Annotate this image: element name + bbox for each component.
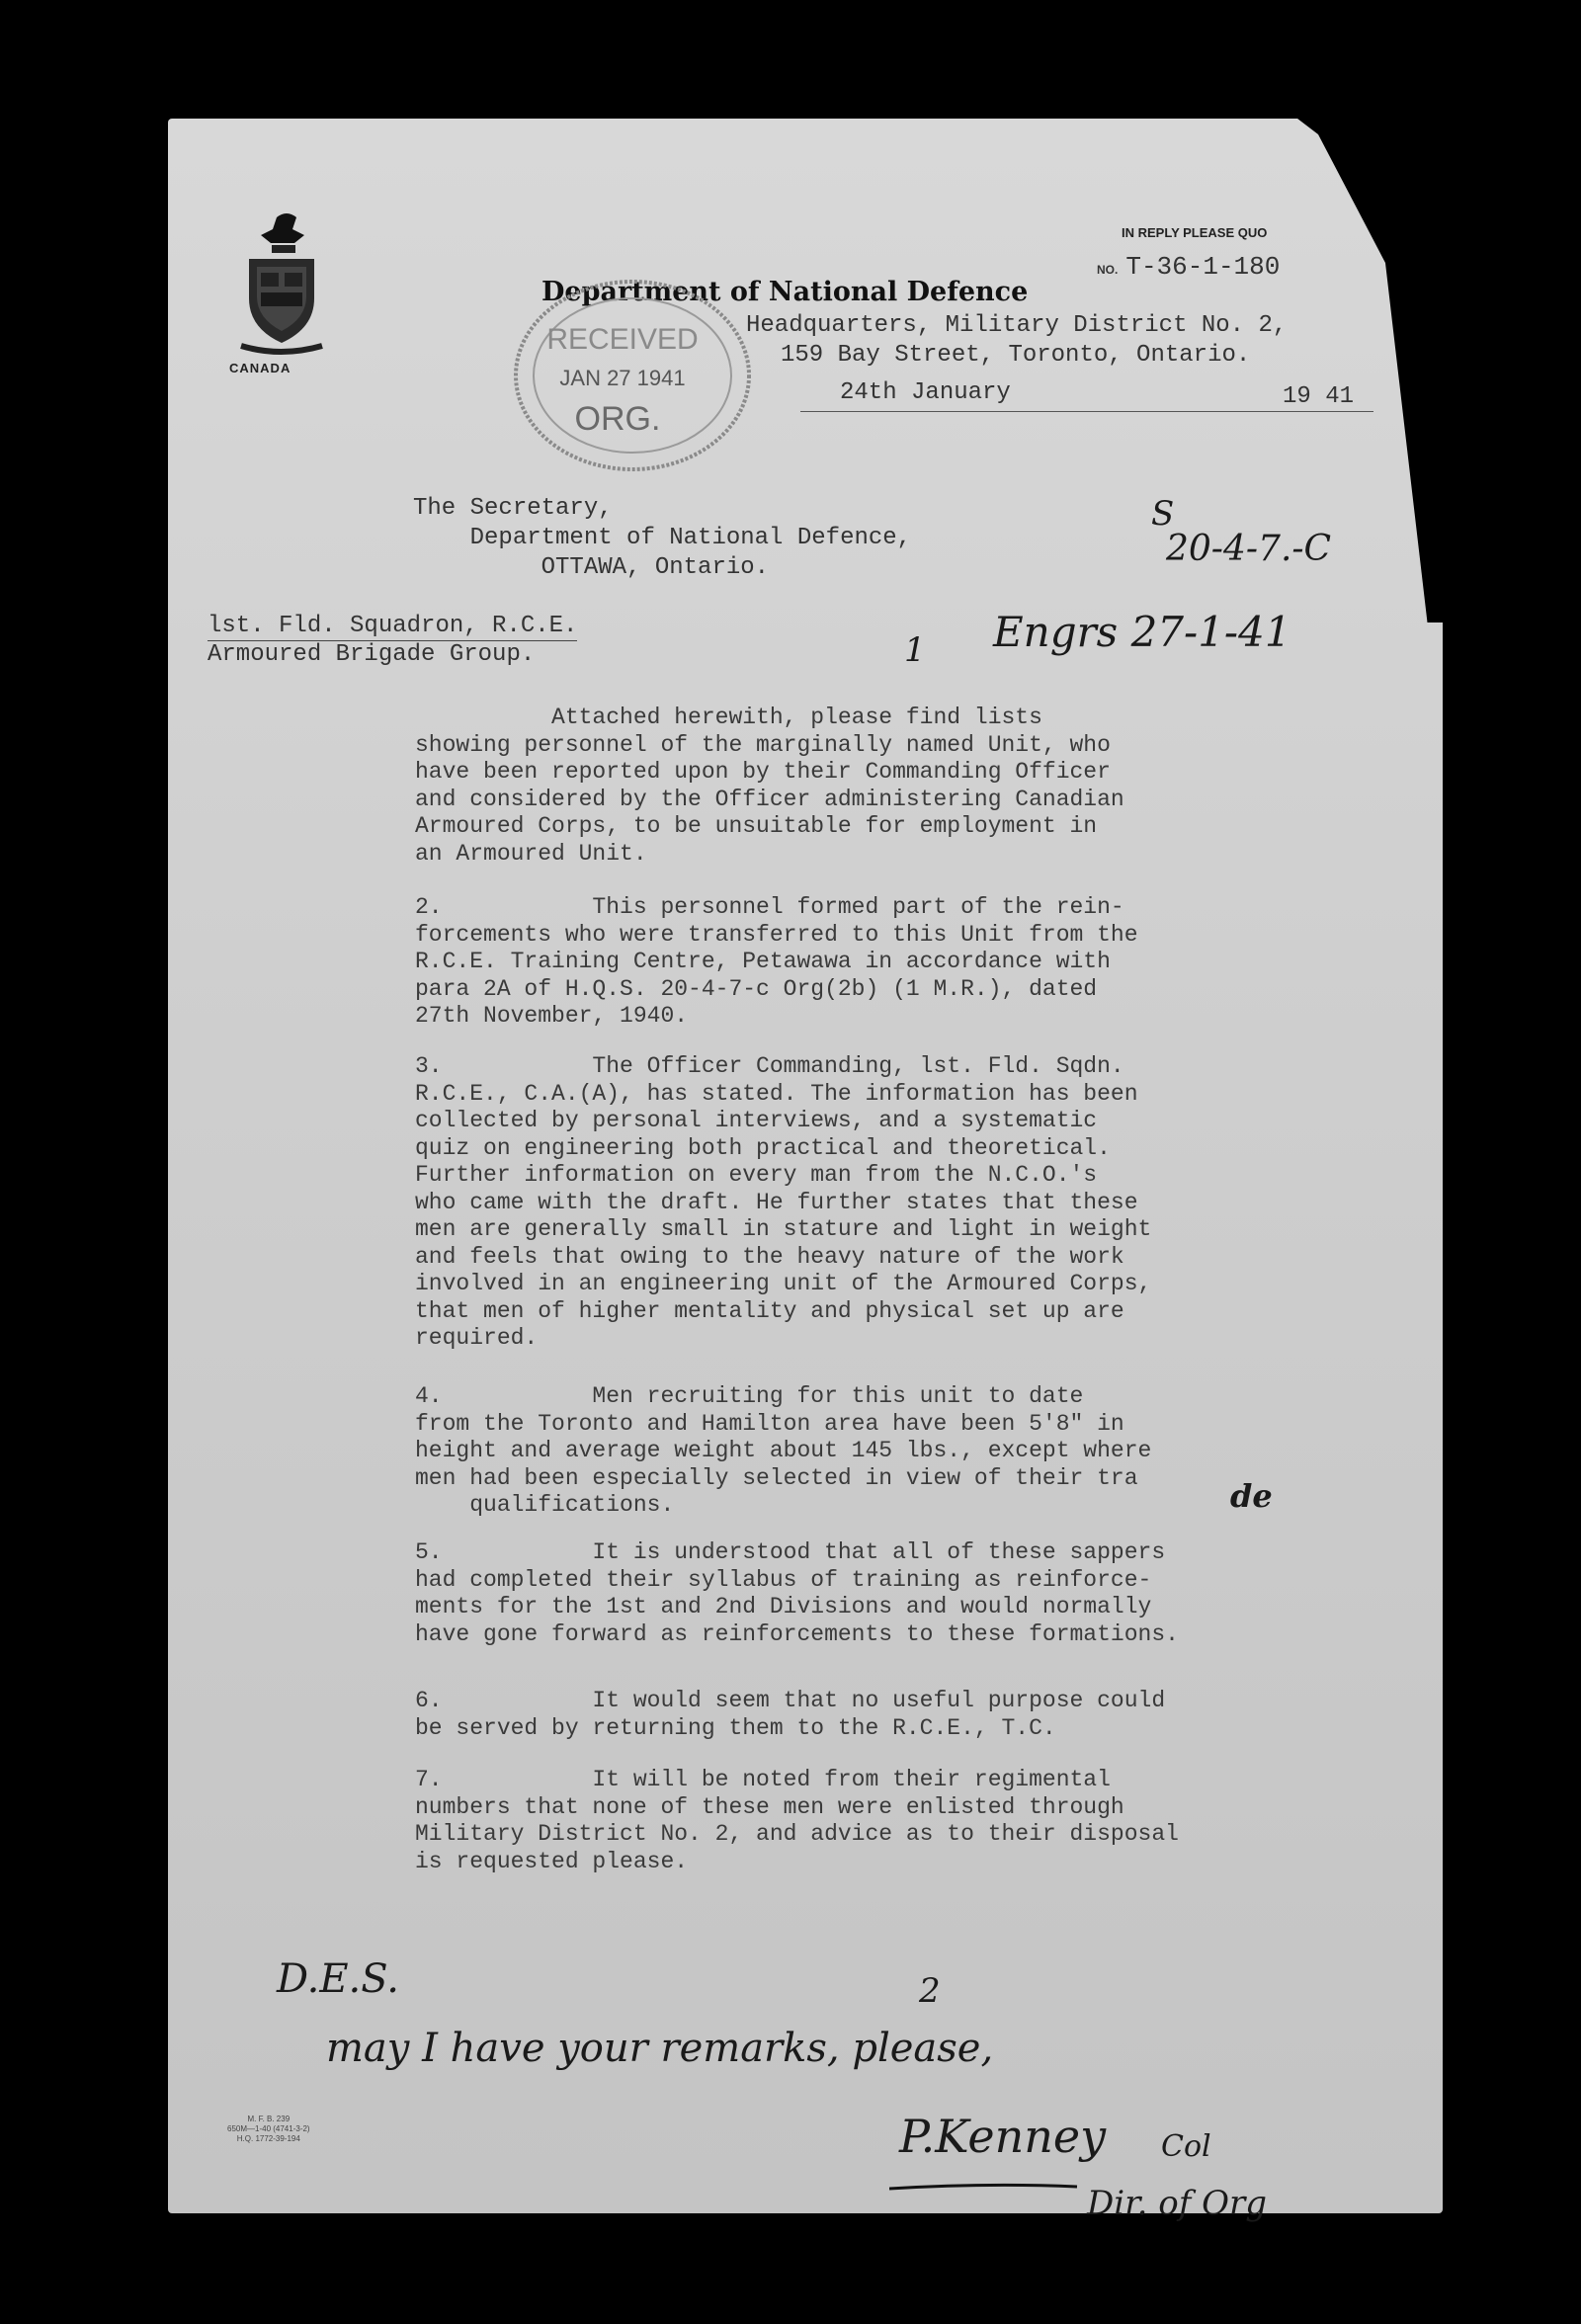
paragraph-6: 6. It would seem that no useful purpose could be served by returning them to the R.C.E., T.C.: [415, 1688, 1166, 1741]
handwritten-page-number: 2: [919, 1971, 941, 2011]
form-number-line-2: 650M—1-40 (4741-3-2): [227, 2124, 310, 2133]
hq-address: [746, 311, 1287, 371]
department-name: Department of National Defence: [541, 277, 1029, 307]
paragraph-4: 4. Men recruiting for this unit to date from the Toronto and Hamilton area have been 5'8" in height and average weight about 145 lbs., except where men had been especially selected in view of their tra qualifications.: [415, 1383, 1152, 1518]
stamp-date-text: JAN 27 1941: [559, 366, 686, 390]
subject-line-1: lst. Fld. Squadron, R.C.E.: [208, 613, 578, 639]
hq-line-2: 159 Bay Street, Toronto, Ontario.: [781, 342, 1251, 369]
paragraph-2: 2. This personnel formed part of the rein- forcements who were transferred to this Unit from the R.C.E. Training Centre, Petawawa in accordance with para 2A of H.Q.S. 20-4-7-c Org(2b) (1 M.R.), dated 27th November, 1940.: [415, 894, 1138, 1029]
canada-coat-of-arms-icon: [237, 208, 326, 356]
handwritten-rank: Col: [1161, 2129, 1211, 2164]
paragraph-3: 3. The Officer Commanding, lst. Fld. Sqdn. R.C.E., C.A.(A), has stated. The information has been collected by personal interviews, and a systematic quiz on engineering both practical and theoretical. Further information on every man from the N.C.O.'s who came with the draft. He further states that these men are generally small in stature and light in weight and feels that owing to the heavy nature of the work involved in an engineering unit of the Armoured Corps, that men of higher mentality and physical set up are required.: [415, 1053, 1152, 1351]
subject-unit: [208, 613, 577, 669]
handwritten-file-s: S: [1151, 494, 1175, 534]
letter-date: 24th January: [840, 379, 1011, 406]
reference-prefix: NO.: [1097, 263, 1119, 277]
handwritten-title: Dir. of Org: [1087, 2184, 1268, 2223]
stamp-org-text: ORG.: [574, 400, 661, 438]
form-number: [227, 2115, 310, 2144]
signature-underline: [889, 2179, 1087, 2199]
paragraph-7: 7. It will be noted from their regimental numbers that none of these men were enlisted through Military District No. 2, and advice as to their disposal is requested please.: [415, 1767, 1179, 1874]
handwritten-file-number: 20-4-7.-C: [1166, 529, 1332, 569]
handwritten-trade-correction: de: [1230, 1477, 1273, 1515]
recipient-address: [413, 494, 911, 583]
date-line: [800, 375, 1373, 412]
received-stamp: [504, 272, 761, 479]
form-number-line-1: M. F. B. 239: [247, 2115, 291, 2123]
address-line-2: Department of National Defence,: [413, 525, 912, 551]
stamp-received-text: RECEIVED: [546, 323, 699, 356]
handwritten-number: 1: [904, 630, 926, 670]
handwritten-signature: P.Kenney: [899, 2110, 1107, 2163]
form-number-line-3: H.Q. 1772-39-194: [236, 2134, 300, 2143]
handwritten-request: may I have your remarks, please,: [326, 2026, 994, 2071]
reference-number: [1097, 252, 1280, 282]
subject-line-2: Armoured Brigade Group.: [208, 641, 536, 668]
address-line-3: OTTAWA, Ontario.: [413, 554, 770, 581]
handwritten-engrs-note: Engrs 27-1-41: [993, 608, 1291, 656]
paragraph-1: Attached herewith, please find lists showing personnel of the marginally named Unit, who have been reported upon by their Commanding Officer and considered by the Officer administering Canadian Armoured Corps, to be unsuitable for employment in an Armoured Unit.: [415, 705, 1124, 867]
crest-label: CANADA: [229, 361, 291, 375]
hq-line-1: Headquarters, Military District No. 2,: [746, 312, 1288, 339]
letter-page: [168, 119, 1443, 2223]
letter-year: 19 41: [1282, 383, 1354, 410]
reply-label: IN REPLY PLEASE QUO: [1122, 225, 1268, 240]
paragraph-5: 5. It is understood that all of these sappers had completed their syllabus of training as reinforce- ments for the 1st and 2nd Divisions and would normally have gone forward as reinforcements to these formations.: [415, 1539, 1179, 1647]
reference-value: T-36-1-180: [1125, 252, 1281, 282]
address-line-1: The Secretary,: [413, 495, 613, 522]
handwritten-des: D.E.S.: [277, 1956, 399, 2002]
